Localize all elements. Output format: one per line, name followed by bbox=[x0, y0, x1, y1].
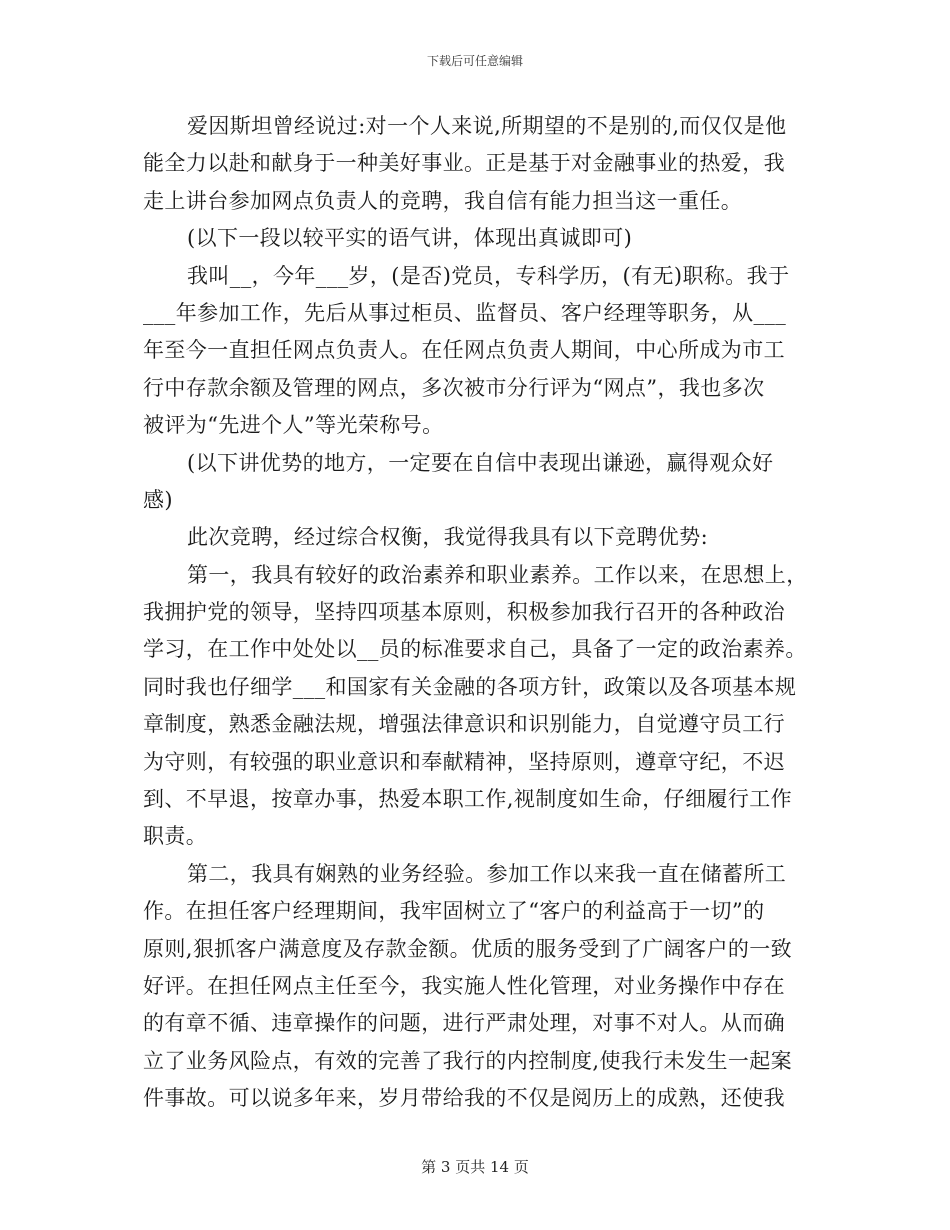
page-footer: 第 3 页共 14 页 bbox=[421, 1158, 529, 1176]
text-line: 原则,狠抓客户满意度及存款金额。优质的服务受到了广阔客户的一致 bbox=[143, 936, 793, 961]
text-line: 第一，我具有较好的政治素养和职业素养。工作以来，在思想上， bbox=[187, 562, 808, 587]
text-line: 此次竞聘，经过综合权衡，我觉得我具有以下竞聘优势: bbox=[187, 525, 709, 550]
text-line: 为守则，有较强的职业意识和奉献精神，坚持原则，遵章守纪，不迟 bbox=[143, 749, 785, 774]
text-line: 爱因斯坦曾经说过:对一个人来说,所期望的不是别的,而仅仅是他 bbox=[187, 114, 787, 138]
text-line: 行中存款余额及管理的网点，多次被市分行评为“网点”，我也多次 bbox=[143, 375, 765, 400]
text-line: 第二，我具有娴熟的业务经验。参加工作以来我一直在储蓄所工 bbox=[187, 861, 787, 886]
text-line: 被评为“先进个人”等光荣称号。 bbox=[143, 413, 444, 438]
text-line: 能全力以赴和献身于一种美好事业。正是基于对金融事业的热爱，我 bbox=[143, 151, 785, 176]
text-line: ___年参加工作，先后从事过柜员、监督员、客户经理等职务，从___ bbox=[143, 300, 787, 325]
text-line: 到、不早退，按章办事，热爱本职工作,视制度如生命，仔细履行工作 bbox=[143, 787, 793, 812]
text-line: 我拥护党的领导，坚持四项基本原则，积极参加我行召开的各种政治 bbox=[143, 600, 785, 625]
text-line: 好评。在担任网点主任至今，我实施人性化管理，对业务操作中存在 bbox=[143, 973, 785, 998]
text-line: 年至今一直担任网点负责人。在任网点负责人期间，中心所成为市工 bbox=[143, 338, 785, 363]
page-header: 下载后可任意编辑 bbox=[426, 54, 523, 68]
text-line: 我叫__，今年___岁，(是否)党员，专科学历，(有无)职称。我于 bbox=[187, 263, 790, 288]
text-line: (以下一段以较平实的语气讲，体现出真诚即可) bbox=[187, 226, 633, 251]
document-body bbox=[143, 108, 811, 1118]
text-line: (以下讲优势的地方，一定要在自信中表现出谦逊，赢得观众好 bbox=[187, 450, 774, 475]
text-line: 感) bbox=[143, 487, 173, 512]
text-line: 学习，在工作中处处以__员的标准要求自己，具备了一定的政治素养。 bbox=[143, 637, 807, 662]
text-line: 职责。 bbox=[143, 824, 208, 849]
text-line: 作。在担任客户经理期间，我牢固树立了“客户的利益高于一切”的 bbox=[143, 899, 765, 924]
text-line: 的有章不循、违章操作的问题，进行严肃处理，对事不对人。从而确 bbox=[143, 1011, 785, 1036]
text-line: 同时我也仔细学___和国家有关金融的各项方针，政策以及各项基本规 bbox=[143, 674, 797, 699]
text-line: 件事故。可以说多年来，岁月带给我的不仅是阅历上的成熟，还使我 bbox=[143, 1086, 785, 1111]
text-line: 走上讲台参加网点负责人的竞聘，我自信有能力担当这一重任。 bbox=[143, 188, 743, 213]
text-line: 立了业务风险点，有效的完善了我行的内控制度,使我行未发生一起案 bbox=[143, 1048, 793, 1073]
text-line: 章制度，熟悉金融法规，增强法律意识和识别能力，自觉遵守员工行 bbox=[143, 712, 785, 737]
